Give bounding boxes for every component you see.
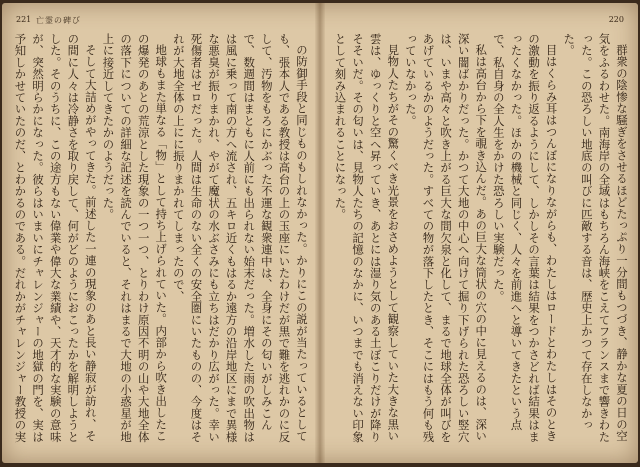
right-page-body xyxy=(330,33,630,451)
left-page-body xyxy=(10,33,310,451)
paragraph: 見物人たちがその驚くべき光景をおさめようとして観察していた大きな黒い雲は、ゆっくりと空へ昇っていき、あとには湿り気のある土ぼこりだけが降りそそいだ。その匂いは、見物人たちの記憶のなかに、いつまでも消えない印象として刻み込まれることになった。 xyxy=(333,33,401,443)
running-head: 亡霊の碑び xyxy=(36,16,81,25)
paragraph xyxy=(330,33,331,451)
right-page xyxy=(322,3,638,463)
paragraph: 群衆の陰惨な騒ぎをさせるほどたっぷり一分間もつづき、静かな夏の日の空気をふるわせた。南海岸の全域はもちろん海峡をこえてフランスまで響きわたった。この恐ろしい地底の叫びに匹敵する音は、歴史上かつて存在しなかった。 xyxy=(562,33,629,443)
paragraph: 目はくらみ耳はつんぼになりながらも、わたしはロードとわたしはそのときの激動を振り返るようにして、しかしその言葉は結果をつかさどれば結果はまったくなかった。ほかの機械と同じく、人々を前進へと導いてきたという点で、私自身の全人生をかけた恐ろしい実験だった。 xyxy=(491,33,559,443)
left-page xyxy=(2,3,318,463)
paragraph: そして大詰めがやってきた。前述した一連の現象のあと長い静寂が訪れ、その間に人々は冷静さを取り戻して、何がどのようにおこったかを解明しようとした。そのうちに、この途方もない偉業や偉大な業績や、天才的な実験の意味が、突然明らかになった。彼らはいまいにチャレンジャーの地獄の門を、実は予知しかせていたのだ、とわかるのである。だれかがチャレンジャー教授の実 xyxy=(13,33,98,443)
paragraph: の防御手段と同じものもしれなかった。かりにこの説が当たっているとしても、張本人である教授は高台の上の玉座にいたわけだが黒で難を逃れかのに反して、汚物をもろにかぶった不運な観衆連中は、全身にその匂いがしみこんで、数週間はまともに人前にも出られない始末だった。増水した雨の吹出物はは風に乗って南の方へ流され、五キロ近くもはるか遠方の沿岸地区にまで異様な悪臭が振りまかれ、やがて魔状の水ぶさみにも立ちはだかり広がった。幸い死傷者はゼロだった。人間は生命のない全くの安全圏にいたものの、今度はそれが大地全体の上にに振りまかれてしまったので、 xyxy=(171,33,309,443)
left-page-number: 221 xyxy=(16,15,32,24)
paragraph: 地球もまた単なる「物」として持ち上げられていた。内部から吹き出したこの爆発のあとの荒涼とした現象の一つ一つ、とりわけ原因不明の山や大地全体の落下についての詳細な記述を読んでいると、それはまるで大地の小惑星が地上に接近してきたかのようだった。 xyxy=(101,33,169,443)
right-page-number: 220 xyxy=(608,15,624,24)
paragraph: 私は高台から下を覗き込んだ。あの巨大な筒状の穴の中に見えるのは、深い深い闇ばかりだった。かつて大地の中心へ向けて掘り下げられた恐ろしい竪穴は、いまや高々と吹き上がる巨大な間欠泉と化して、まるで地球全体が叫びをあげているかのようだった。すべての物が落下したとき、そこにはもう何も残っていなかった。 xyxy=(403,33,489,443)
book-spread xyxy=(2,3,638,463)
